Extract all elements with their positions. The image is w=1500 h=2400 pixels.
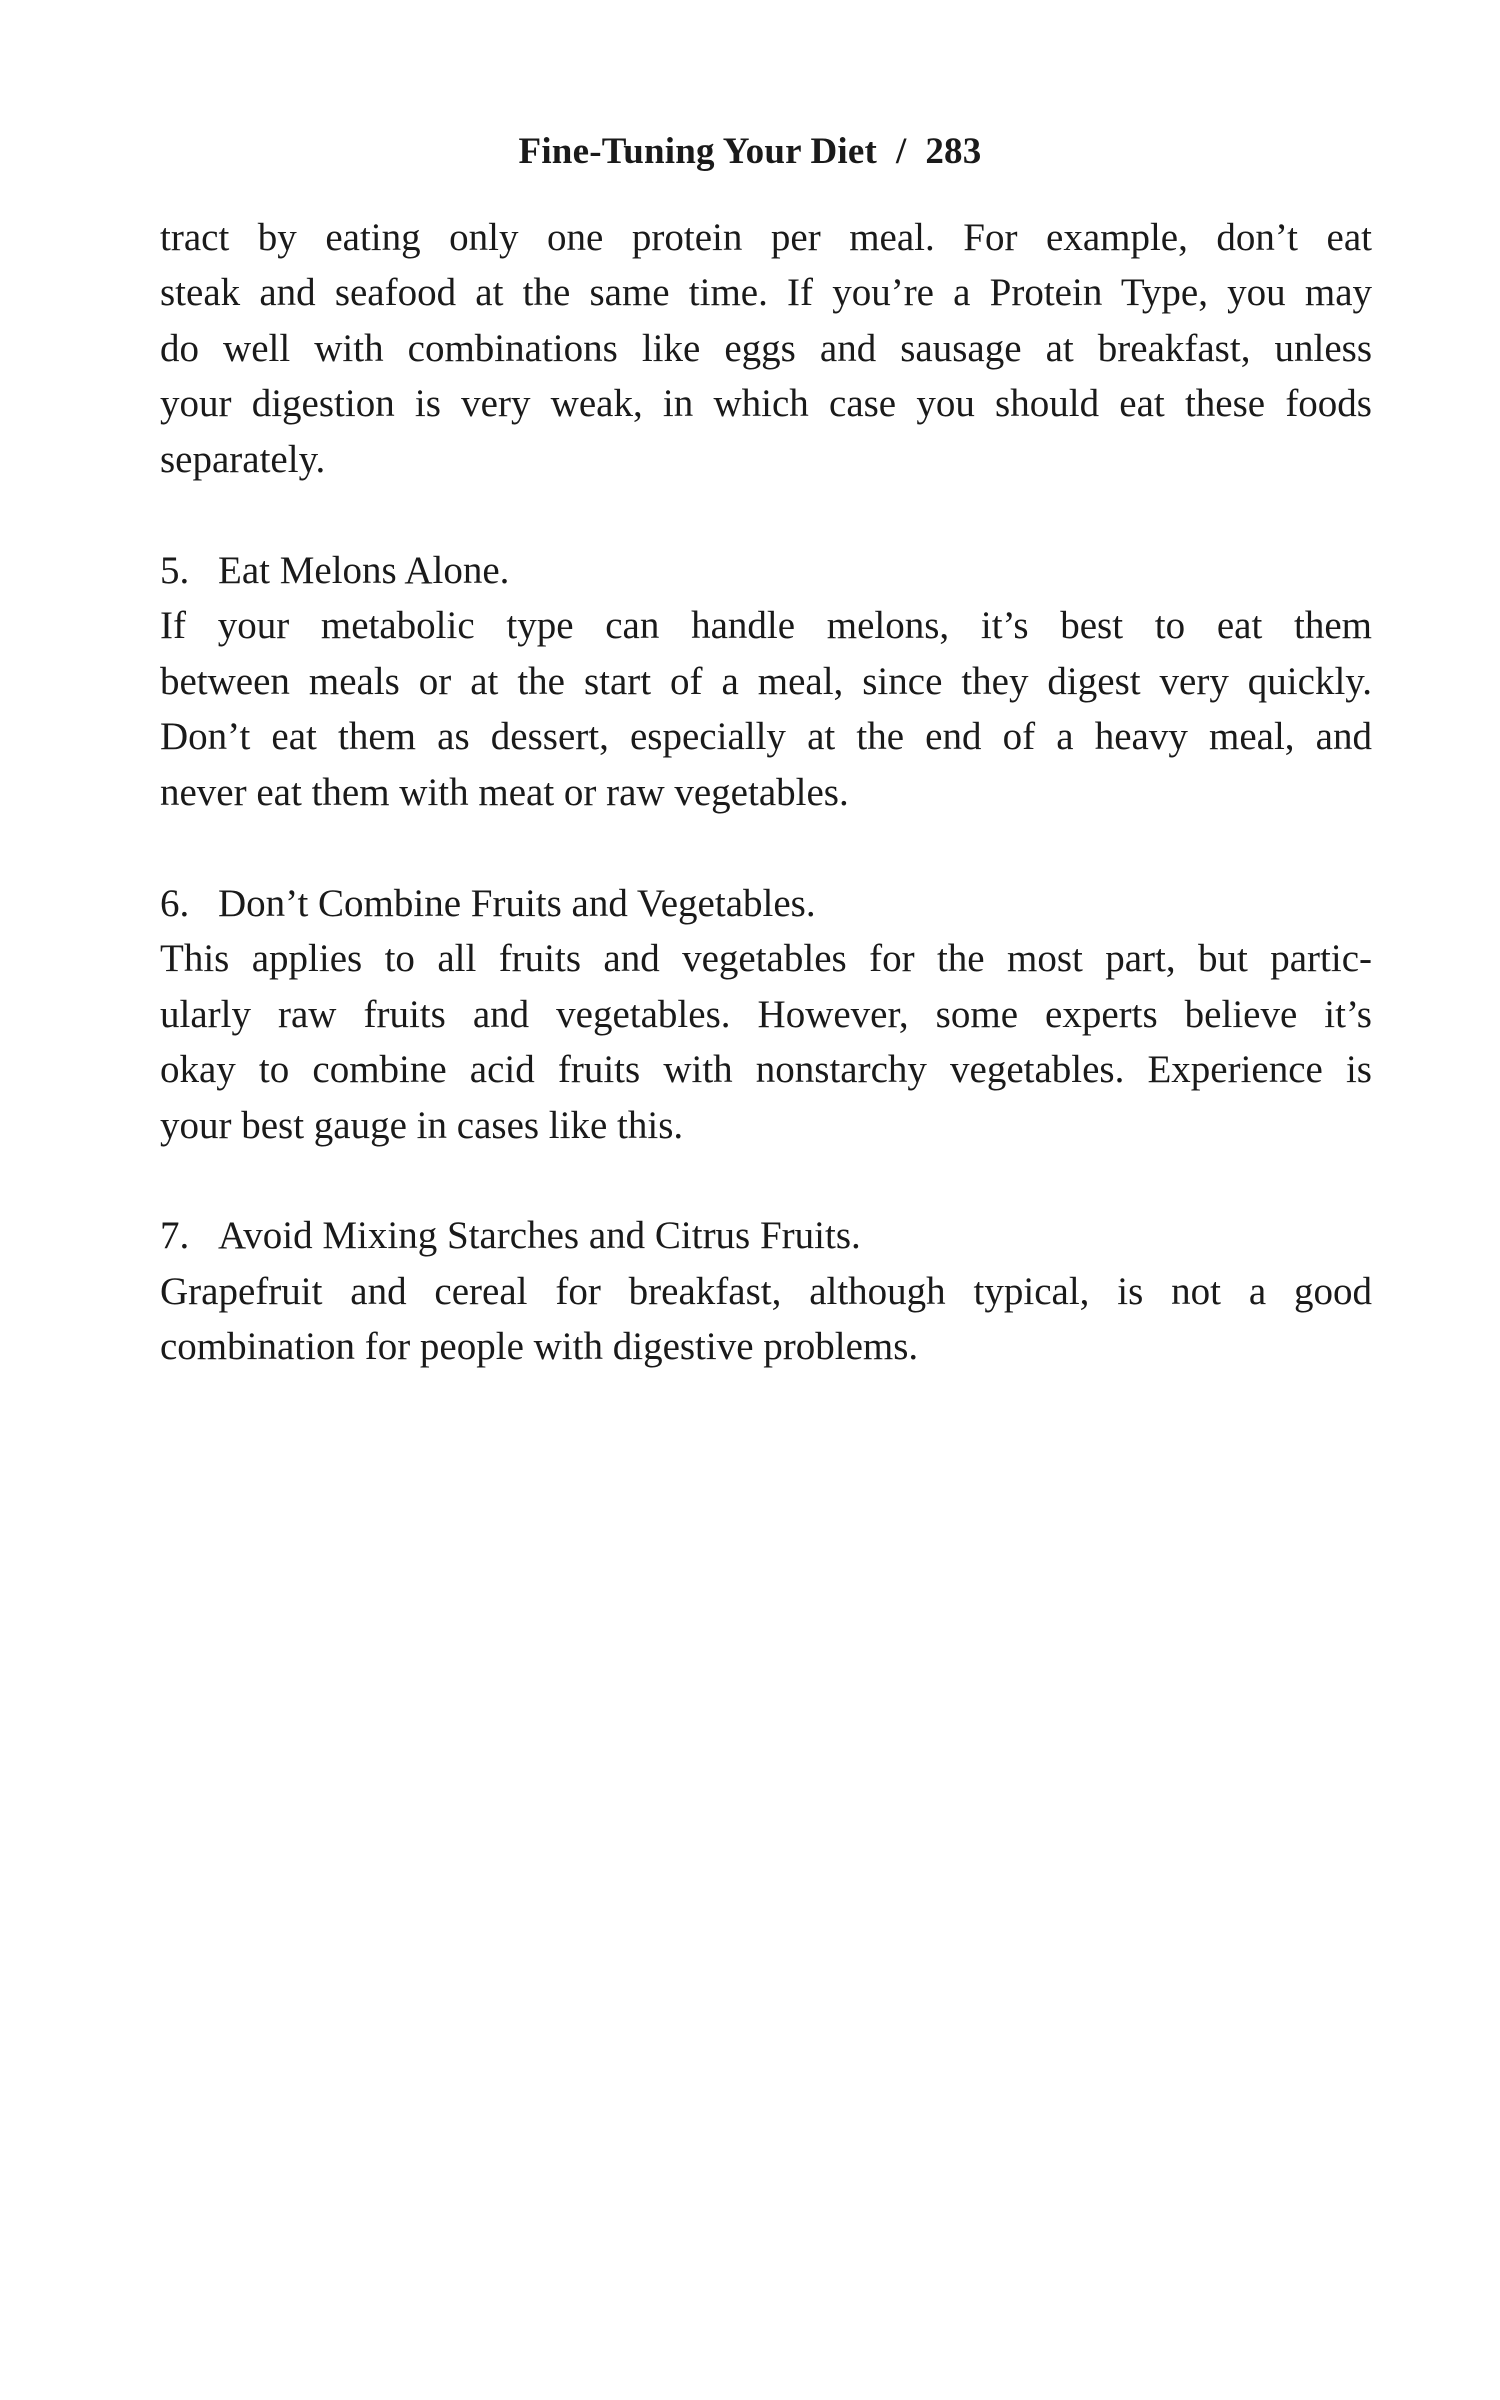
text-line: combination for people with digestive problems. [160, 1325, 919, 1369]
section-heading-text: Avoid Mixing Starches and Citrus Fruits. [218, 1214, 861, 1258]
section-heading [160, 876, 1372, 931]
text-line: tract by eating only one protein per meal. For example, don’t eat [160, 216, 1372, 259]
page-body [160, 210, 1372, 1375]
section-number: 6. [160, 881, 190, 925]
text-line: do well with combinations like eggs and sausage at breakfast, unless [160, 326, 1372, 370]
text-line: separately. [160, 437, 326, 481]
section-number: 7. [160, 1214, 190, 1258]
text-line: never eat them with meat or raw vegetables. [160, 770, 849, 814]
running-header [0, 126, 1500, 178]
section-heading-text: Eat Melons Alone. [218, 548, 510, 592]
section-heading [160, 543, 1372, 598]
paragraph-spacer [160, 1153, 1372, 1208]
paragraph-spacer [160, 487, 1372, 542]
text-line: your digestion is very weak, in which case you should eat these foods [160, 382, 1372, 426]
text-line: steak and seafood at the same time. If you’re a Protein Type, you may [160, 271, 1372, 315]
section-number: 5. [160, 548, 190, 592]
section-heading-text: Don’t Combine Fruits and Vegetables. [218, 881, 816, 925]
text-line: This applies to all fruits and vegetables for the most part, but partic- [160, 937, 1372, 981]
text-line: okay to combine acid fruits with nonstarchy vegetables. Experience is [160, 1048, 1372, 1092]
header-title: Fine-Tuning Your Diet [518, 131, 878, 172]
text-line: Don’t eat them as dessert, especially at the end of a heavy meal, and [160, 715, 1372, 759]
text-line: ularly raw fruits and vegetables. However, some experts believe it’s [160, 992, 1372, 1036]
header-separator: / [895, 131, 907, 172]
text-line: your best gauge in cases like this. [160, 1103, 684, 1147]
text-line: If your metabolic type can handle melons, it’s best to eat them [160, 604, 1372, 648]
paragraph-spacer [160, 820, 1372, 875]
text-line: between meals or at the start of a meal, since they digest very quickly. [160, 659, 1372, 703]
section-heading [160, 1208, 1372, 1263]
page-number: 283 [925, 131, 982, 172]
text-line: Grapefruit and cereal for breakfast, although typical, is not a good [160, 1269, 1372, 1313]
